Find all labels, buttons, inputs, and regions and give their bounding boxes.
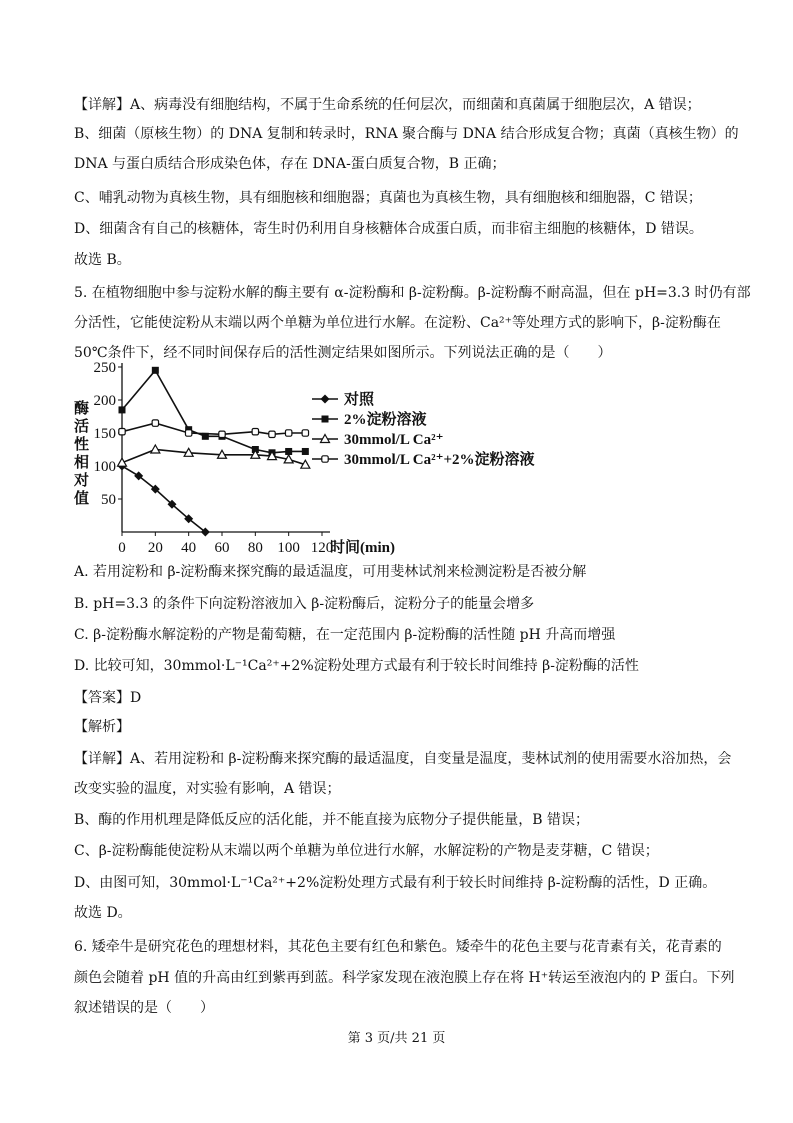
text-line: C、β-淀粉酶能使淀粉从末端以两个单糖为单位进行水解，水解淀粉的产物是麦芽糖，C 错误；: [74, 843, 659, 859]
y-tick-label: 100: [93, 459, 116, 475]
page-footer: 第 3 页/共 21 页: [347, 1031, 446, 1046]
text-line: 故选 B。: [74, 252, 131, 268]
y-tick-label: 200: [93, 393, 116, 409]
x-tick-label: 20: [147, 540, 163, 556]
text-line: C、哺乳动物为真核生物，具有细胞核和细胞器；真菌也为真核生物，具有细胞核和细胞器，C 错误；: [74, 190, 702, 206]
data-point: [269, 431, 275, 437]
x-tick-label: 60: [214, 540, 230, 556]
text-line: 【详解】A、病毒没有细胞结构，不属于生命系统的任何层次，而细菌和真菌属于细胞层次，A 错误；: [74, 97, 701, 113]
y-tick-label: 50: [101, 492, 116, 508]
text-line: B. pH=3.3 的条件下向淀粉溶液加入 β-淀粉酶后，淀粉分子的能量会增多: [74, 596, 535, 612]
text-line: 分活性，它能使淀粉从末端以两个单糖为单位进行水解。在淀粉、Ca²⁺等处理方式的影响下，β-淀粉酶在: [74, 315, 721, 331]
text-line: D. 比较可知，30mmol·L⁻¹Ca²⁺+2%淀粉处理方式最有利于较长时间维持 β-淀粉酶的活性: [74, 658, 639, 674]
text-line: 5. 在植物细胞中参与淀粉水解的酶主要有 α-淀粉酶和 β-淀粉酶。β-淀粉酶不耐高温，但在 pH=3.3 时仍有部: [74, 285, 751, 301]
text-line: DNA 与蛋白质结合形成染色体，存在 DNA-蛋白质复合物，B 正确；: [74, 156, 506, 172]
x-tick-label: 120: [310, 540, 334, 556]
x-tick-label: 100: [277, 540, 300, 556]
series-line: [122, 370, 305, 453]
data-point: [119, 406, 126, 413]
data-point: [302, 448, 309, 455]
data-point: [151, 445, 160, 453]
data-point: [152, 420, 158, 426]
x-tick-label: 0: [118, 540, 126, 556]
legend-marker: [322, 416, 329, 423]
text-line: 【答案】D: [74, 690, 142, 706]
x-tick-label: 80: [247, 540, 263, 556]
text-line: 6. 矮牵牛是研究花色的理想材料，其花色主要有红色和紫色。矮牵牛的花色主要与花青素有关，花青素的: [74, 939, 722, 955]
x-tick-label: 40: [181, 540, 197, 556]
data-point: [119, 428, 125, 434]
text-line: 故选 D。: [74, 905, 132, 921]
text-line: D、细菌含有自己的核糖体，寄生时仍利用自身核糖体合成蛋白质，而非宿主细胞的核糖体，D 错误。: [74, 221, 703, 237]
text-line: 叙述错误的是（ ）: [74, 1000, 214, 1016]
legend-label: 对照: [344, 392, 375, 408]
text-line: B、细菌（原核生物）的 DNA 复制和转录时，RNA 聚合酶与 DNA 结合形成复合物；真菌（真核生物）的: [74, 126, 739, 142]
data-point: [302, 430, 308, 436]
data-point: [152, 367, 159, 374]
text-line: A. 若用淀粉和 β-淀粉酶来探究酶的最适温度，可用斐林试剂来检测淀粉是否被分解: [74, 564, 587, 580]
text-line: D、由图可知，30mmol·L⁻¹Ca²⁺+2%淀粉处理方式最有利于较长时间维持 β-淀粉酶的活性，D 正确。: [74, 875, 717, 891]
text-line: 改变实验的温度，对实验有影响，A 错误；: [74, 781, 341, 797]
y-axis-label: 酶活性相对值: [72, 400, 88, 508]
text-line: 50℃条件下，经不同时间保存后的活性测定结果如图所示。下列说法正确的是（ ）: [74, 345, 612, 361]
legend-label: 30mmol/L Ca²⁺+2%淀粉溶液: [344, 452, 535, 468]
data-point: [285, 430, 291, 436]
text-line: 【详解】A、若用淀粉和 β-淀粉酶来探究酶的最适温度，自变量是温度，斐林试剂的使用需要水浴加热，会: [74, 751, 732, 767]
data-point: [185, 430, 191, 436]
x-axis-label: 时间(min): [330, 540, 395, 556]
series-line: [122, 423, 305, 434]
legend-marker: [322, 456, 328, 462]
y-tick-label: 250: [93, 362, 116, 376]
y-tick-label: 150: [93, 426, 116, 442]
legend-label: 30mmol/L Ca²⁺: [344, 432, 444, 448]
text-line: B、酶的作用机理是降低反应的活化能，并不能直接为底物分子提供能量，B 错误；: [74, 812, 590, 828]
legend-label: 2%淀粉溶液: [344, 412, 427, 428]
text-line: C. β-淀粉酶水解淀粉的产物是葡萄糖，在一定范围内 β-淀粉酶的活性随 pH 升高而增强: [74, 627, 616, 643]
enzyme-activity-chart: [60, 362, 580, 558]
text-line: 【解析】: [74, 719, 130, 735]
legend-marker: [321, 395, 330, 404]
data-point: [219, 431, 225, 437]
data-point: [252, 428, 258, 434]
text-line: 颜色会随着 pH 值的升高由红到紫再到蓝。科学家发现在液泡膜上存在将 H⁺转运至液泡内的 P 蛋白。下列: [74, 970, 735, 986]
